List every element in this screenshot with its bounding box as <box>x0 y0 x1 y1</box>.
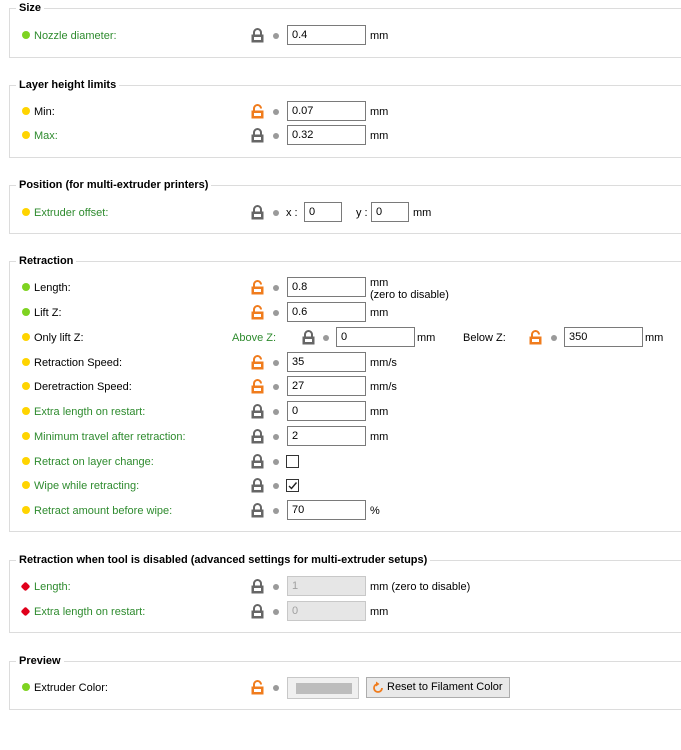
bullet-icon <box>273 483 279 489</box>
green-dot-icon <box>22 683 30 691</box>
layer-height-title: Layer height limits <box>16 78 119 92</box>
lock-open-icon[interactable] <box>251 104 264 119</box>
max-row <box>10 125 681 147</box>
reset-filament-color-button[interactable] <box>366 677 510 698</box>
layer-height-group <box>9 79 681 158</box>
yellow-dot-icon <box>22 208 30 216</box>
length-input[interactable] <box>287 277 366 297</box>
min-input[interactable] <box>287 101 366 121</box>
yellow-dot-icon <box>22 506 30 514</box>
bullet-icon <box>273 310 279 316</box>
yellow-dot-icon <box>22 333 30 341</box>
red-hexagon-icon <box>21 582 31 592</box>
below-z-label: Below Z: <box>463 332 506 344</box>
above-z-label: Above Z: <box>232 332 277 344</box>
disabled-length-label: Length: <box>34 581 71 593</box>
bullet-icon <box>273 33 279 39</box>
bullet-icon <box>273 409 279 415</box>
layer-change-row <box>10 451 681 473</box>
bullet-icon <box>273 459 279 465</box>
before-wipe-unit: % <box>370 505 380 517</box>
lock-closed-icon[interactable] <box>251 128 264 143</box>
lock-closed-icon[interactable] <box>251 28 264 43</box>
before-wipe-label: Retract amount before wipe: <box>34 505 173 517</box>
yellow-dot-icon <box>22 407 30 415</box>
length-unit: mm <box>370 277 389 289</box>
length-unit-note: (zero to disable) <box>370 289 449 301</box>
only-lift-z-label: Only lift Z: <box>34 332 84 344</box>
above-z-unit: mm <box>417 332 436 344</box>
lock-open-icon[interactable] <box>251 379 264 394</box>
bullet-icon <box>273 584 279 590</box>
above-z-input[interactable] <box>336 327 415 347</box>
disabled-extra-input[interactable] <box>287 601 366 621</box>
offset-y-input[interactable] <box>371 202 409 222</box>
layer-change-checkbox[interactable] <box>286 455 299 468</box>
yellow-dot-icon <box>22 131 30 139</box>
lift-z-unit: mm <box>370 307 389 319</box>
min-label: Min: <box>34 106 55 118</box>
preview-group <box>9 655 681 710</box>
size-title: Size <box>16 1 44 15</box>
lock-closed-icon[interactable] <box>251 205 264 220</box>
lift-z-input[interactable] <box>287 302 366 322</box>
extra-length-input[interactable] <box>287 401 366 421</box>
bullet-icon <box>273 285 279 291</box>
min-travel-label: Minimum travel after retraction: <box>34 431 186 443</box>
lift-z-label: Lift Z: <box>34 307 62 319</box>
deretraction-speed-label: Deretraction Speed: <box>34 381 132 393</box>
retraction-speed-unit: mm/s <box>370 357 397 369</box>
extruder-color-swatch[interactable] <box>287 677 359 699</box>
offset-x-input[interactable] <box>304 202 342 222</box>
bullet-icon <box>273 434 279 440</box>
bullet-icon <box>273 133 279 139</box>
wipe-row <box>10 475 681 497</box>
reset-arrow-icon <box>371 681 385 695</box>
checkmark-icon <box>287 480 298 491</box>
wipe-label: Wipe while retracting: <box>34 480 140 492</box>
extruder-offset-unit: mm <box>413 207 432 219</box>
min-travel-input[interactable] <box>287 426 366 446</box>
lock-closed-icon[interactable] <box>251 429 264 444</box>
tool-disabled-group <box>9 554 681 633</box>
disabled-extra-label: Extra length on restart: <box>34 606 146 618</box>
deretraction-speed-unit: mm/s <box>370 381 397 393</box>
retraction-title: Retraction <box>16 254 76 268</box>
green-dot-icon <box>22 283 30 291</box>
bullet-icon <box>323 335 329 341</box>
extruder-color-label: Extruder Color: <box>34 682 108 694</box>
nozzle-diameter-input[interactable] <box>287 25 366 45</box>
bullet-icon <box>273 210 279 216</box>
only-lift-z-row <box>10 327 681 349</box>
disabled-extra-unit: mm <box>370 606 389 618</box>
lock-closed-icon[interactable] <box>251 503 264 518</box>
position-group <box>9 179 681 234</box>
extruder-color-row <box>10 677 681 699</box>
lock-open-icon[interactable] <box>251 355 264 370</box>
lock-open-icon[interactable] <box>251 305 264 320</box>
lift-z-row <box>10 302 681 324</box>
extruder-offset-label: Extruder offset: <box>34 207 109 219</box>
wipe-checkbox[interactable] <box>286 479 299 492</box>
yellow-dot-icon <box>22 358 30 366</box>
bullet-icon <box>273 609 279 615</box>
max-input[interactable] <box>287 125 366 145</box>
max-unit: mm <box>370 130 389 142</box>
lock-open-icon[interactable] <box>529 330 542 345</box>
length-row <box>10 277 681 299</box>
disabled-length-input[interactable] <box>287 576 366 596</box>
disabled-length-unit: mm (zero to disable) <box>370 581 471 593</box>
green-dot-icon <box>22 308 30 316</box>
min-travel-unit: mm <box>370 431 389 443</box>
extra-length-label: Extra length on restart: <box>34 406 146 418</box>
max-label: Max: <box>34 130 58 142</box>
layer-change-label: Retract on layer change: <box>34 456 154 468</box>
length-label: Length: <box>34 282 71 294</box>
deretraction-speed-row <box>10 376 681 398</box>
lock-closed-icon[interactable] <box>251 604 264 619</box>
lock-open-icon[interactable] <box>251 680 264 695</box>
below-z-unit: mm <box>645 332 664 344</box>
retraction-speed-row <box>10 352 681 374</box>
retraction-speed-input[interactable] <box>287 352 366 372</box>
yellow-dot-icon <box>22 481 30 489</box>
extra-length-row <box>10 401 681 423</box>
green-dot-icon <box>22 31 30 39</box>
below-z-input[interactable] <box>564 327 643 347</box>
nozzle-diameter-unit: mm <box>370 30 389 42</box>
disabled-length-row <box>10 576 681 598</box>
lock-closed-icon[interactable] <box>302 330 315 345</box>
position-title: Position (for multi-extruder printers) <box>16 178 211 192</box>
bullet-icon <box>273 109 279 115</box>
preview-title: Preview <box>16 654 64 668</box>
bullet-icon <box>273 384 279 390</box>
bullet-icon <box>273 508 279 514</box>
lock-closed-icon[interactable] <box>251 454 264 469</box>
lock-closed-icon[interactable] <box>251 579 264 594</box>
deretraction-speed-input[interactable] <box>287 376 366 396</box>
min-travel-row <box>10 426 681 448</box>
y-label: y : <box>356 207 368 219</box>
nozzle-diameter-label: Nozzle diameter: <box>34 30 117 42</box>
yellow-dot-icon <box>22 382 30 390</box>
reset-filament-color-label: Reset to Filament Color <box>387 681 503 693</box>
before-wipe-row <box>10 500 681 522</box>
min-unit: mm <box>370 106 389 118</box>
extruder-offset-row <box>10 202 681 224</box>
retraction-speed-label: Retraction Speed: <box>34 357 123 369</box>
disabled-extra-row <box>10 601 681 623</box>
color-fill <box>296 683 352 694</box>
yellow-dot-icon <box>22 457 30 465</box>
yellow-dot-icon <box>22 107 30 115</box>
bullet-icon <box>551 335 557 341</box>
lock-closed-icon[interactable] <box>251 404 264 419</box>
nozzle-diameter-row <box>10 25 681 47</box>
min-row <box>10 101 681 123</box>
lock-open-icon[interactable] <box>251 280 264 295</box>
x-label: x : <box>286 207 298 219</box>
retraction-group <box>9 255 681 532</box>
bullet-icon <box>273 685 279 691</box>
bullet-icon <box>273 360 279 366</box>
size-group <box>9 2 681 58</box>
before-wipe-input[interactable] <box>287 500 366 520</box>
extra-length-unit: mm <box>370 406 389 418</box>
red-hexagon-icon <box>21 607 31 617</box>
tool-disabled-title: Retraction when tool is disabled (advanced settings for multi-extruder setups) <box>16 553 430 567</box>
yellow-dot-icon <box>22 432 30 440</box>
lock-closed-icon[interactable] <box>251 478 264 493</box>
